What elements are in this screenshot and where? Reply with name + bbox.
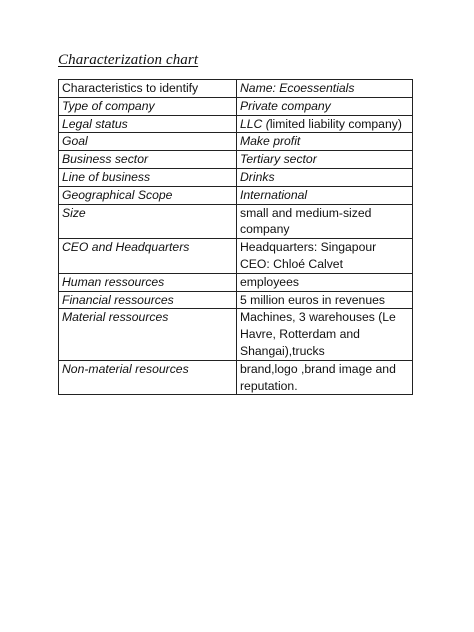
table-row <box>59 80 413 98</box>
row-value: Headquarters: Singapour <box>240 240 377 255</box>
row-label: Characteristics to identify <box>59 80 237 98</box>
row-value-prefix: LLC ( <box>240 116 270 131</box>
characterization-table <box>58 79 413 395</box>
row-label: Human ressources <box>59 273 237 291</box>
row-label: Goal <box>59 133 237 151</box>
row-label: Financial ressources <box>59 291 237 309</box>
table-row <box>59 204 413 239</box>
table-row <box>59 360 413 395</box>
row-label: Geographical Scope <box>59 186 237 204</box>
table-row <box>59 151 413 169</box>
row-value: Private company <box>237 97 413 115</box>
row-label: CEO and Headquarters <box>59 239 237 274</box>
row-value: employees <box>237 273 413 291</box>
table-row <box>59 97 413 115</box>
row-value: limited liability company) <box>269 116 402 131</box>
table-row <box>59 273 413 291</box>
row-value: Name: Ecoessentials <box>237 80 413 98</box>
row-value: Drinks <box>237 168 413 186</box>
row-value: Tertiary sector <box>237 151 413 169</box>
row-label: Non-material resources <box>59 360 237 395</box>
table-row <box>59 309 413 360</box>
row-label: Legal status <box>59 115 237 133</box>
row-label: Line of business <box>59 168 237 186</box>
table-row <box>59 115 413 133</box>
row-label: Business sector <box>59 151 237 169</box>
row-value: International <box>237 186 413 204</box>
table-row <box>59 239 413 274</box>
table-row <box>59 186 413 204</box>
table-row <box>59 133 413 151</box>
table-row <box>59 291 413 309</box>
row-label: Material ressources <box>59 309 237 360</box>
row-value: Machines, 3 warehouses (Le Havre, Rotterdam and Shangai),trucks <box>237 309 413 360</box>
row-value-cell <box>237 115 413 133</box>
row-value: brand,logo ,brand image and reputation. <box>237 360 413 395</box>
row-value-cell <box>237 239 413 274</box>
page-title: Characterization chart <box>58 52 199 68</box>
row-value: 5 million euros in revenues <box>237 291 413 309</box>
row-label: Type of company <box>59 97 237 115</box>
row-label: Size <box>59 204 237 239</box>
table-row <box>59 168 413 186</box>
row-value: Make profit <box>237 133 413 151</box>
row-value-line2: CEO: Chloé Calvet <box>240 256 343 271</box>
row-value: small and medium-sized company <box>237 204 413 239</box>
